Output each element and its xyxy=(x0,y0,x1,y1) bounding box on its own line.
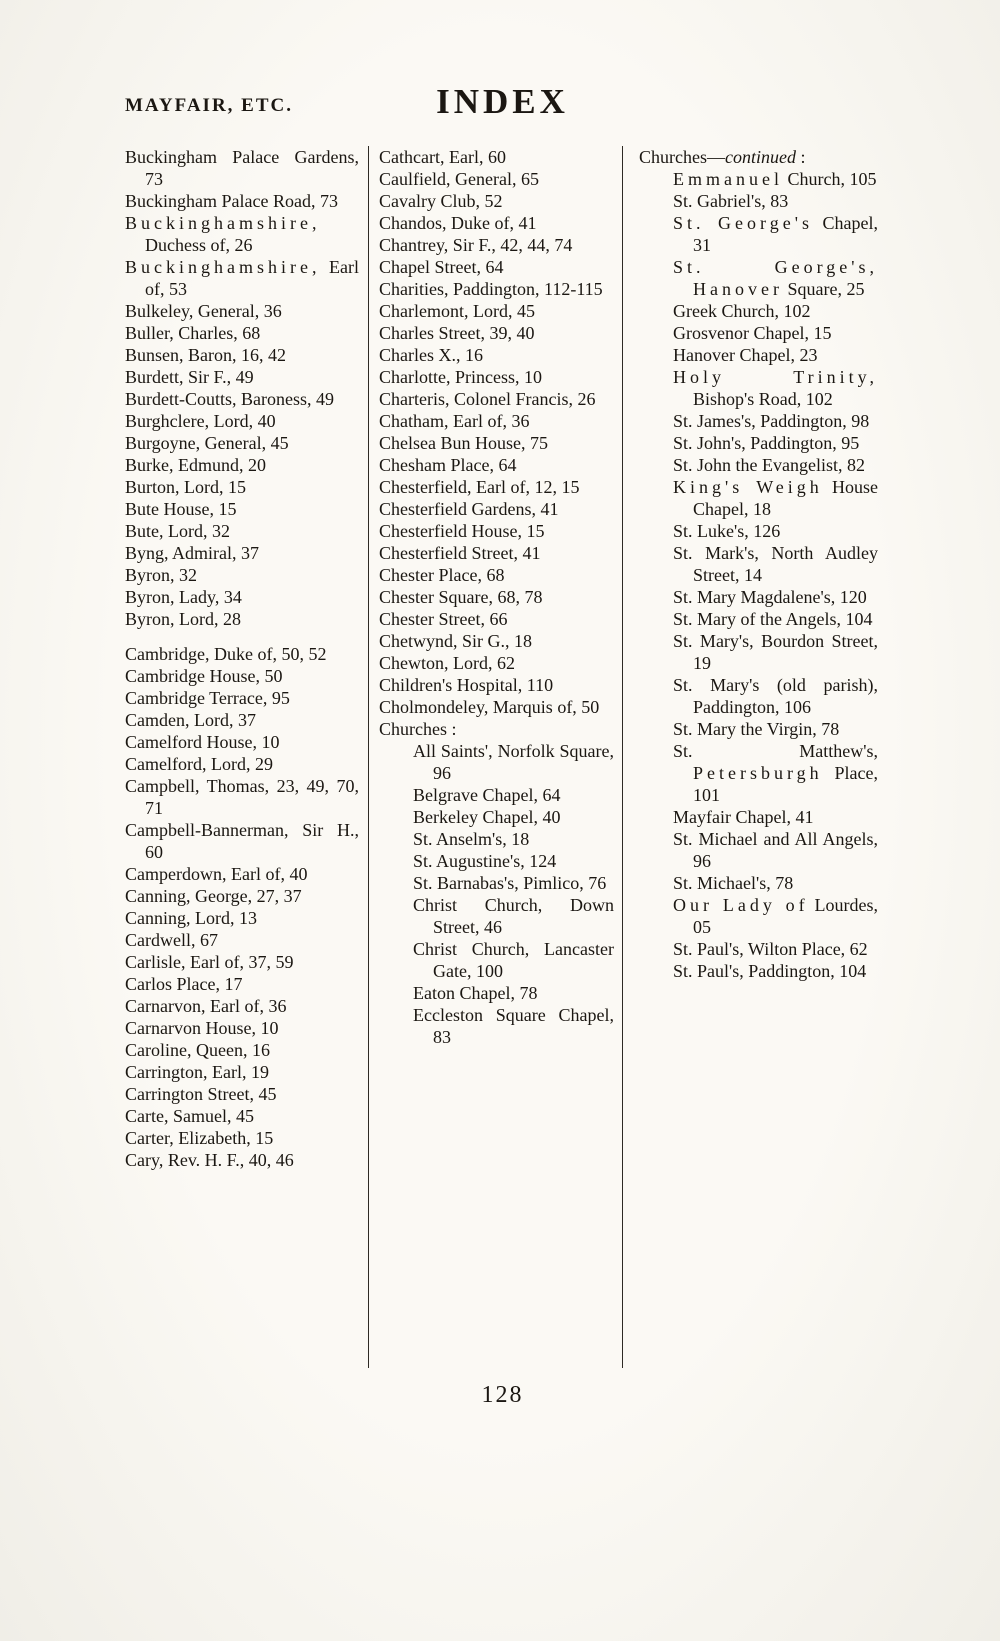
index-entry xyxy=(379,520,614,542)
index-entry xyxy=(673,366,878,410)
entry-text: Byron, 32 xyxy=(125,565,197,585)
index-entry xyxy=(673,344,878,366)
index-entry xyxy=(125,586,359,608)
index-entry xyxy=(379,366,614,388)
entry-text: Buckinghamshire, xyxy=(125,257,321,277)
entry-text: Carnarvon, Earl of, 36 xyxy=(125,996,287,1016)
index-entry xyxy=(125,1039,359,1061)
entry-text: Buckinghamshire, xyxy=(125,213,321,233)
entry-text: Canning, George, 27, 37 xyxy=(125,886,302,906)
entry-text: Petersburgh xyxy=(693,763,823,783)
entry-text: St. Augustine's, 124 xyxy=(413,851,557,871)
entry-text: Campbell, Thomas, 23, 49, 70, 71 xyxy=(125,776,359,818)
index-entry xyxy=(673,894,878,938)
entry-text: Place, 101 xyxy=(693,763,878,805)
entry-text: Chantrey, Sir F., 42, 44, 74 xyxy=(379,235,573,255)
index-column-1 xyxy=(125,146,368,1368)
index-entry xyxy=(125,907,359,929)
index-entry xyxy=(379,454,614,476)
entry-text: Our Lady of xyxy=(673,895,809,915)
index-entry xyxy=(379,674,614,696)
index-entry xyxy=(125,366,359,388)
index-entry xyxy=(673,190,878,212)
entry-text: Cary, Rev. H. F., 40, 46 xyxy=(125,1150,294,1170)
entry-text: Chesham Place, 64 xyxy=(379,455,517,475)
index-entry xyxy=(379,498,614,520)
entry-text: St. Paul's, Paddington, 104 xyxy=(673,961,867,981)
entry-text: Chester Place, 68 xyxy=(379,565,505,585)
entry-text: Churches : xyxy=(379,719,457,739)
entry-text: Eaton Chapel, 78 xyxy=(413,983,538,1003)
index-entry xyxy=(379,696,614,718)
entry-text: Christ Church, Down Street, 46 xyxy=(413,895,614,937)
index-entry xyxy=(413,1004,614,1048)
index-columns xyxy=(125,146,880,1368)
index-entry xyxy=(673,718,878,740)
index-entry xyxy=(379,608,614,630)
entry-text: St. Mark's, North Audley Street, 14 xyxy=(673,543,878,585)
index-entry xyxy=(673,476,878,520)
index-entry xyxy=(673,256,878,300)
index-entry xyxy=(125,665,359,687)
index-entry xyxy=(673,322,878,344)
entry-text: Square, 25 xyxy=(782,279,865,299)
index-entry xyxy=(413,806,614,828)
index-entry xyxy=(673,168,878,190)
index-entry xyxy=(125,1149,359,1171)
entry-text: continued xyxy=(724,147,796,167)
index-entry xyxy=(673,432,878,454)
entry-text: Duchess of, 26 xyxy=(145,235,253,255)
entry-text: Belgrave Chapel, 64 xyxy=(413,785,561,805)
page-number: 128 xyxy=(481,1382,524,1408)
index-entry xyxy=(125,1061,359,1083)
index-entry xyxy=(673,674,878,718)
entry-text: St. Barnabas's, Pimlico, 76 xyxy=(413,873,607,893)
index-entry xyxy=(413,828,614,850)
index-entry xyxy=(125,753,359,775)
index-entry xyxy=(379,234,614,256)
index-entry xyxy=(125,432,359,454)
page-footer xyxy=(125,1382,880,1409)
index-entry xyxy=(125,344,359,366)
entry-text: Mayfair Chapel, 41 xyxy=(673,807,814,827)
entry-text: Camelford House, 10 xyxy=(125,732,280,752)
entry-text: St. George's, Hanover xyxy=(673,257,878,299)
index-entry xyxy=(673,806,878,828)
entry-text: Charles X., 16 xyxy=(379,345,483,365)
index-entry xyxy=(125,520,359,542)
entry-text: Chatham, Earl of, 36 xyxy=(379,411,530,431)
index-entry xyxy=(379,410,614,432)
page-header xyxy=(125,82,880,128)
entry-text: Cambridge, Duke of, 50, 52 xyxy=(125,644,327,664)
index-entry xyxy=(413,740,614,784)
entry-text: Children's Hospital, 110 xyxy=(379,675,554,695)
index-entry xyxy=(125,731,359,753)
entry-text: Chapel, 31 xyxy=(693,213,878,255)
entry-text: Burton, Lord, 15 xyxy=(125,477,246,497)
entry-text: All Saints', Norfolk Square, 96 xyxy=(413,741,614,783)
entry-text: Campbell-Bannerman, Sir H., 60 xyxy=(125,820,359,862)
entry-text: Chester Square, 68, 78 xyxy=(379,587,543,607)
index-entry xyxy=(673,872,878,894)
entry-text: Cambridge Terrace, 95 xyxy=(125,688,290,708)
entry-text: Burdett, Sir F., 49 xyxy=(125,367,254,387)
entry-text: Burghclere, Lord, 40 xyxy=(125,411,276,431)
index-entry xyxy=(125,300,359,322)
index-entry xyxy=(413,784,614,806)
index-entry xyxy=(125,542,359,564)
index-entry xyxy=(125,256,359,300)
entry-text: St. Mary of the Angels, 104 xyxy=(673,609,873,629)
entry-text: St. George's xyxy=(673,213,813,233)
entry-text: Lourdes, 05 xyxy=(693,895,878,937)
entry-text: Caulfield, General, 65 xyxy=(379,169,539,189)
entry-text: Church, 105 xyxy=(782,169,877,189)
index-entry xyxy=(125,709,359,731)
entry-text: King's Weigh xyxy=(673,477,823,497)
entry-text: Hanover Chapel, 23 xyxy=(673,345,818,365)
entry-text: Berkeley Chapel, 40 xyxy=(413,807,561,827)
entry-text: Earl of, 53 xyxy=(145,257,359,299)
index-entry xyxy=(125,1017,359,1039)
index-entry xyxy=(379,190,614,212)
entry-text: Byng, Admiral, 37 xyxy=(125,543,259,563)
index-entry xyxy=(673,542,878,586)
index-entry xyxy=(379,388,614,410)
index-entry xyxy=(379,432,614,454)
index-entry xyxy=(639,146,878,168)
index-entry xyxy=(673,960,878,982)
entry-text: Carter, Elizabeth, 15 xyxy=(125,1128,274,1148)
entry-text: Cathcart, Earl, 60 xyxy=(379,147,506,167)
entry-text: Chesterfield, Earl of, 12, 15 xyxy=(379,477,580,497)
index-entry xyxy=(379,564,614,586)
entry-text: Cavalry Club, 52 xyxy=(379,191,503,211)
index-column-2 xyxy=(368,146,622,1368)
entry-text: Cholmondeley, Marquis of, 50 xyxy=(379,697,600,717)
entry-text: Churches— xyxy=(639,147,725,167)
index-entry xyxy=(673,300,878,322)
entry-text: St. Mary's (old parish), Paddington, 106 xyxy=(673,675,878,717)
index-entry xyxy=(379,344,614,366)
entry-text: St. Luke's, 126 xyxy=(673,521,781,541)
index-entry xyxy=(125,643,359,665)
index-entry xyxy=(673,828,878,872)
entry-text: Chewton, Lord, 62 xyxy=(379,653,515,673)
index-entry xyxy=(379,476,614,498)
entry-text: Carlos Place, 17 xyxy=(125,974,243,994)
index-entry xyxy=(379,212,614,234)
entry-text: Grosvenor Chapel, 15 xyxy=(673,323,832,343)
entry-text: St. Michael and All Angels, 96 xyxy=(673,829,878,871)
running-title: MAYFAIR, ETC. xyxy=(125,95,293,116)
index-entry xyxy=(379,630,614,652)
index-entry xyxy=(125,454,359,476)
entry-text: St. James's, Paddington, 98 xyxy=(673,411,870,431)
entry-text: St. John the Evangelist, 82 xyxy=(673,455,865,475)
index-entry xyxy=(125,951,359,973)
index-entry xyxy=(413,982,614,1004)
index-entry xyxy=(379,146,614,168)
index-entry xyxy=(379,652,614,674)
entry-text: Burgoyne, General, 45 xyxy=(125,433,289,453)
entry-text: St. Gabriel's, 83 xyxy=(673,191,789,211)
index-entry xyxy=(125,687,359,709)
index-entry xyxy=(673,740,878,806)
entry-text: Emmanuel xyxy=(673,169,783,189)
entry-text: Caroline, Queen, 16 xyxy=(125,1040,270,1060)
entry-text: Bulkeley, General, 36 xyxy=(125,301,282,321)
entry-text: Bunsen, Baron, 16, 42 xyxy=(125,345,286,365)
index-entry xyxy=(379,168,614,190)
entry-text: Charlemont, Lord, 45 xyxy=(379,301,535,321)
entry-text: Chester Street, 66 xyxy=(379,609,508,629)
entry-text: Chesterfield Gardens, 41 xyxy=(379,499,559,519)
index-entry xyxy=(125,476,359,498)
entry-text: Holy Trinity, xyxy=(673,367,878,387)
index-entry xyxy=(125,995,359,1017)
index-entry xyxy=(125,410,359,432)
index-entry xyxy=(379,718,614,740)
entry-text: Canning, Lord, 13 xyxy=(125,908,257,928)
index-entry xyxy=(125,322,359,344)
entry-text: House Chapel, 18 xyxy=(693,477,878,519)
index-entry xyxy=(125,608,359,630)
entry-text: St. Michael's, 78 xyxy=(673,873,794,893)
index-entry xyxy=(673,630,878,674)
index-entry xyxy=(125,498,359,520)
index-entry xyxy=(379,278,614,300)
index-entry xyxy=(413,938,614,982)
entry-text: Bute House, 15 xyxy=(125,499,237,519)
entry-text: Camden, Lord, 37 xyxy=(125,710,256,730)
entry-text: St. Anselm's, 18 xyxy=(413,829,530,849)
entry-text: Buckingham Palace Gardens, 73 xyxy=(125,147,359,189)
entry-text: Carlisle, Earl of, 37, 59 xyxy=(125,952,294,972)
entry-text: St. Mary's, Bourdon Street, 19 xyxy=(673,631,878,673)
index-entry xyxy=(125,819,359,863)
index-entry xyxy=(125,973,359,995)
index-entry xyxy=(673,586,878,608)
entry-text: Carrington, Earl, 19 xyxy=(125,1062,269,1082)
index-entry xyxy=(125,1105,359,1127)
entry-text: Cambridge House, 50 xyxy=(125,666,283,686)
index-entry xyxy=(125,212,359,256)
entry-text: Camelford, Lord, 29 xyxy=(125,754,273,774)
entry-text: St. Matthew's, xyxy=(673,741,878,761)
entry-text: Chelsea Bun House, 75 xyxy=(379,433,548,453)
entry-text: Byron, Lord, 28 xyxy=(125,609,241,629)
index-entry xyxy=(379,542,614,564)
index-entry xyxy=(125,190,359,212)
index-entry xyxy=(673,608,878,630)
index-entry xyxy=(125,1127,359,1149)
entry-text: Christ Church, Lancaster Gate, 100 xyxy=(413,939,614,981)
entry-text: Charles Street, 39, 40 xyxy=(379,323,535,343)
entry-text: Byron, Lady, 34 xyxy=(125,587,242,607)
entry-text: Charlotte, Princess, 10 xyxy=(379,367,542,387)
index-column-3 xyxy=(622,146,880,1368)
index-entry xyxy=(413,872,614,894)
entry-text: Camperdown, Earl of, 40 xyxy=(125,864,308,884)
index-entry xyxy=(673,410,878,432)
index-entry xyxy=(673,520,878,542)
entry-text: Bishop's Road, 102 xyxy=(693,389,833,409)
entry-text: Chetwynd, Sir G., 18 xyxy=(379,631,532,651)
entry-text: Eccleston Square Chapel, 83 xyxy=(413,1005,614,1047)
entry-text: : xyxy=(795,147,806,167)
entry-text: Chandos, Duke of, 41 xyxy=(379,213,537,233)
entry-text: Carte, Samuel, 45 xyxy=(125,1106,254,1126)
index-entry xyxy=(379,256,614,278)
entry-text: St. Mary the Virgin, 78 xyxy=(673,719,840,739)
index-entry xyxy=(673,454,878,476)
entry-text: Carrington Street, 45 xyxy=(125,1084,277,1104)
index-entry xyxy=(125,885,359,907)
index-entry xyxy=(125,929,359,951)
index-entry xyxy=(379,322,614,344)
index-entry xyxy=(379,586,614,608)
entry-text: St. Paul's, Wilton Place, 62 xyxy=(673,939,868,959)
entry-text: Chapel Street, 64 xyxy=(379,257,504,277)
index-entry xyxy=(125,388,359,410)
page-title: INDEX xyxy=(436,82,569,121)
index-entry xyxy=(413,850,614,872)
index-entry xyxy=(125,564,359,586)
index-entry xyxy=(125,1083,359,1105)
entry-text: Chesterfield Street, 41 xyxy=(379,543,541,563)
index-entry xyxy=(673,212,878,256)
entry-text: Buller, Charles, 68 xyxy=(125,323,261,343)
entry-text: Cardwell, 67 xyxy=(125,930,218,950)
entry-text: Buckingham Palace Road, 73 xyxy=(125,191,338,211)
entry-text: Greek Church, 102 xyxy=(673,301,811,321)
entry-text: Burdett-Coutts, Baroness, 49 xyxy=(125,389,334,409)
entry-text: Carnarvon House, 10 xyxy=(125,1018,279,1038)
index-entry xyxy=(379,300,614,322)
entry-text: Charteris, Colonel Francis, 26 xyxy=(379,389,596,409)
entry-text: Charities, Paddington, 112-115 xyxy=(379,279,603,299)
entry-text: St. John's, Paddington, 95 xyxy=(673,433,860,453)
index-entry xyxy=(125,863,359,885)
entry-text: Chesterfield House, 15 xyxy=(379,521,545,541)
entry-text: Bute, Lord, 32 xyxy=(125,521,230,541)
entry-text: Burke, Edmund, 20 xyxy=(125,455,266,475)
index-entry xyxy=(413,894,614,938)
index-entry xyxy=(673,938,878,960)
entry-text: St. Mary Magdalene's, 120 xyxy=(673,587,867,607)
index-entry xyxy=(125,146,359,190)
index-entry xyxy=(125,775,359,819)
